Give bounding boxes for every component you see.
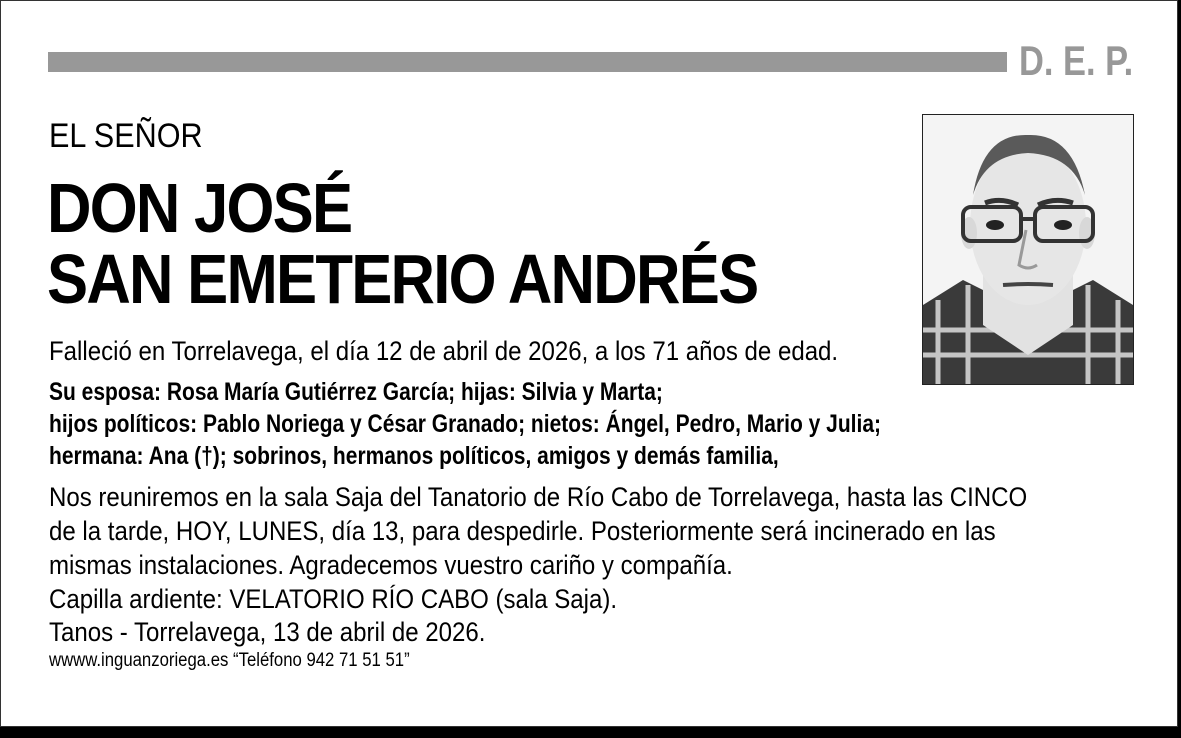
family-line: Su esposa: Rosa María Gutiérrez García; hijas: Silvia y Marta; (49, 378, 663, 406)
place-and-date: Tanos - Torrelavega, 13 de abril de 2026. (49, 617, 486, 647)
ceremony-line: Nos reuniremos en la sala Saja del Tanatorio de Río Cabo de Torrelavega, hasta las CINCO (49, 482, 1028, 512)
name-line-2: SAN EMETERIO ANDRÉS (47, 240, 758, 318)
name-line-1: DON JOSÉ (47, 169, 352, 247)
death-statement: Falleció en Torrelavega, el día 12 de abril de 2026, a los 71 años de edad. (49, 336, 839, 366)
deceased-name (47, 169, 758, 318)
header-bar (48, 52, 1007, 72)
family-list (49, 376, 881, 472)
ceremony-line: Capilla ardiente: VELATORIO RÍO CABO (sala Saja). (49, 584, 618, 614)
ceremony-line: de la tarde, HOY, LUNES, día 13, para despedirle. Posteriormente será incinerado en las (49, 516, 996, 546)
dep-title: D. E. P. (1019, 37, 1134, 84)
family-line: hermana: Ana (†); sobrinos, hermanos políticos, amigos y demás familia, (49, 442, 779, 470)
portrait-photo-icon (922, 114, 1134, 385)
honorific-prefix: EL SEÑOR (49, 117, 203, 155)
ceremony-line: mismas instalaciones. Agradecemos vuestro cariño y compañía. (49, 550, 733, 580)
ceremony-details (49, 480, 1027, 616)
funeral-home-contact: wwww.inguanzoriega.es “Teléfono 942 71 51 51” (49, 650, 410, 671)
family-line: hijos políticos: Pablo Noriega y César Granado; nietos: Ángel, Pedro, Mario y Julia; (49, 410, 881, 438)
